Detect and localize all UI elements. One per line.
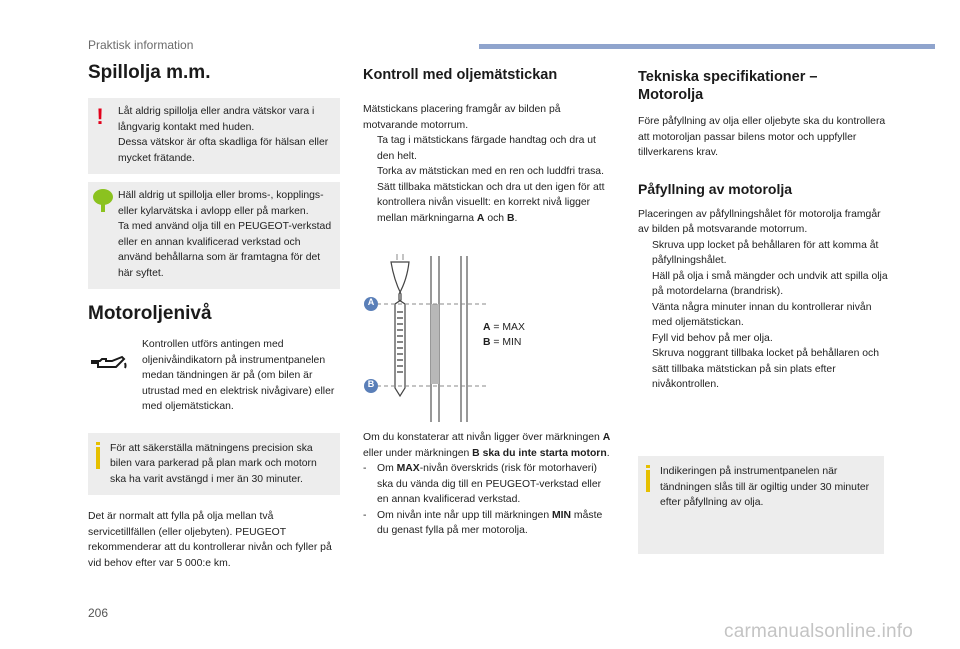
spec-title: Tekniska specifikationer – Motorolja xyxy=(638,69,818,103)
info-icon xyxy=(96,447,100,469)
list-item: Fyll vid behov på mer olja. xyxy=(652,332,773,344)
level-cases xyxy=(363,461,613,539)
page-number: 206 xyxy=(88,606,109,620)
dipstick-illustration xyxy=(363,254,493,422)
list-item: Skruva upp locket på behållaren för att komma åt påfyllningshålet. xyxy=(652,239,879,266)
column-3 xyxy=(638,62,892,508)
fill-title: Påfyllning av motorolja xyxy=(638,180,793,197)
oil-indicator-section xyxy=(88,337,340,415)
list-item: - Om MAX-nivån överskrids (risk för motorhaveri) ska du vända dig till en PEUGEOT-verkstad eller en annan kvalificerad verkstad. xyxy=(363,463,602,505)
dipstick-diagram xyxy=(363,254,613,422)
indicator-text: Indikeringen på instrumentpanelen när tändningen slås till är ogiltig under 30 minuter efter påfyllning av olja. xyxy=(660,466,870,508)
marker-a-label: A xyxy=(367,297,375,307)
dipstick-steps xyxy=(363,133,613,226)
eco-tree-icon xyxy=(92,188,114,212)
environment-text: Häll aldrig ut spillolja eller broms-, kopplings- eller kylarvätska i avlopp eller på marken. Ta med använd olja till en PEUGEOT-verkstad eller en annan kvalificerad verkstad och använd behållarna som är framtagna för det här syftet. xyxy=(118,190,332,279)
watermark: carmanualsonline.info xyxy=(724,621,914,642)
list-item: Sätt tillbaka mätstickan och dra ut den igen för att kontrollera nivån visuellt: en korrekt nivå ligger mellan märkningarna A och B. xyxy=(377,181,605,224)
spill-oil-title: Spillolja m.m. xyxy=(88,62,211,83)
warning-icon: ! xyxy=(96,104,104,129)
info-box-indicator xyxy=(638,456,884,554)
section-header: Praktisk information xyxy=(88,38,194,52)
oil-indicator-text: Kontrollen utförs antingen med oljenivåindikatorn på instrumentpanelen medan tändningen är på (om bilen är utrustad med en elektrisk nivågivare) eller med oljemätstickan. xyxy=(142,339,335,412)
list-item: Vänta några minuter innan du kontrollerar nivån med oljemätstickan. xyxy=(652,301,872,328)
dipstick-legend: A = MAX B = MIN xyxy=(483,322,525,348)
warning-box xyxy=(88,98,340,174)
refill-paragraph: Det är normalt att fylla på olja mellan två servicetillfällen (eller oljebyten). PEUGEOT rekommenderar att du kontrollerar nivån och fyller på vid behov efter var 5 000:e km. xyxy=(88,511,332,569)
oil-can-icon xyxy=(90,355,130,373)
column-2 xyxy=(363,62,613,539)
precision-text: För att säkerställa mätningens precision ska bilen vara parkerad på plan mark och motorn ska ha varit avstängd i mer än 30 minuter. xyxy=(110,442,317,485)
fill-intro: Placeringen av påfyllningshålet för motorolja framgår av bilden på motsvarande motorrum. xyxy=(638,208,881,235)
environment-box xyxy=(88,182,340,289)
column-1 xyxy=(88,62,340,571)
list-item: Ta tag i mätstickans färgade handtag och dra ut den helt. xyxy=(377,135,596,162)
list-item: Torka av mätstickan med en ren och luddfri trasa. xyxy=(377,166,604,177)
dipstick-title: Kontroll med oljemätstickan xyxy=(363,67,558,83)
oil-level-title: Motoroljenivå xyxy=(88,303,212,324)
dipstick-intro: Mätstickans placering framgår av bilden på motvarande motorrum. xyxy=(363,104,561,131)
info-box-precision xyxy=(88,433,340,496)
level-observation: Om du konstaterar att nivån ligger över märkningen A eller under märkningen B ska du inte starta motorn. xyxy=(363,432,611,459)
spec-text: Före påfyllning av olja eller oljebyte ska du kontrollera att motoroljan passar bilens motor och uppfyller tillverkarens krav. xyxy=(638,116,886,158)
fill-steps xyxy=(638,238,892,393)
marker-b-label: B xyxy=(367,379,375,389)
warning-text: Låt aldrig spillolja eller andra vätskor vara i långvarig kontakt med huden. Dessa vätskor är ofta skadliga för hälsan eller mycket frätande. xyxy=(118,106,329,164)
list-item: Skruva noggrant tillbaka locket på behållaren och sätt tillbaka mätstickan på sin plats efter nivåkontrollen. xyxy=(652,348,880,390)
header-bar xyxy=(479,44,935,49)
list-item: Häll på olja i små mängder och undvik att spilla olja på motordelarna (brandrisk). xyxy=(652,270,888,297)
info-icon xyxy=(646,470,650,492)
list-item: - Om nivån inte når upp till märkningen MIN måste du genast fylla på mer motorolja. xyxy=(363,509,603,536)
